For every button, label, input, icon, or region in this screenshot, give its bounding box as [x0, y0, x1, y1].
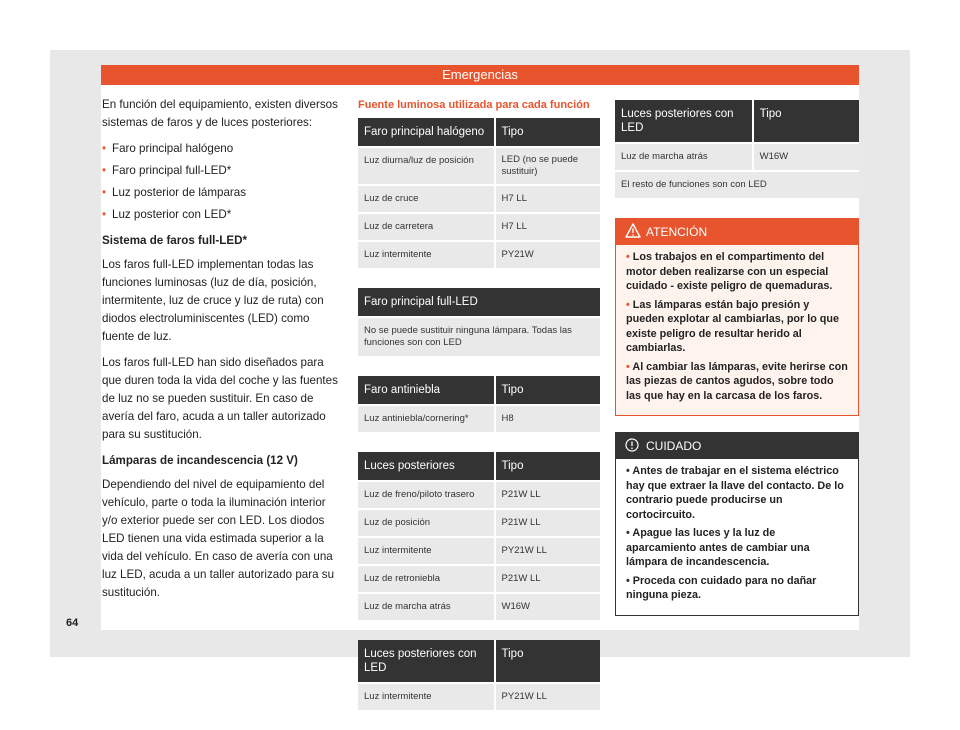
subsection-title: Lámparas de incandescencia (12 V)	[102, 454, 298, 467]
warning-box	[615, 218, 859, 416]
table-cell: Luz de marcha atrás	[615, 142, 752, 170]
warning-triangle-icon	[625, 223, 641, 238]
caution-header	[616, 433, 858, 459]
table-cell: Luz de marcha atrás	[358, 592, 494, 620]
bullet-icon: •	[626, 251, 633, 263]
table-row	[358, 508, 600, 536]
caution-body	[616, 459, 858, 615]
bullet-icon: •	[626, 574, 633, 587]
table-header: Faro principal full-LED	[358, 288, 600, 316]
table-header: Tipo	[494, 452, 600, 480]
intro-paragraph: En función del equipamiento, existen diversos sistemas de faros y de luces posteriores:	[102, 98, 338, 129]
table-header: Luces posteriores con LED	[615, 100, 752, 142]
table-cell: H8	[494, 404, 600, 432]
table-cell: W16W	[752, 142, 859, 170]
table-cell: PY21W LL	[494, 536, 600, 564]
text-column	[102, 96, 344, 610]
bullet-icon: •	[626, 298, 633, 311]
warning-item: • Los trabajos en el compartimento del motor deben realizarse con un especial cuidado - existe peligro de quemaduras.	[626, 251, 833, 292]
table-row	[358, 240, 600, 268]
table-row	[358, 146, 600, 184]
notices-column	[615, 100, 859, 616]
list-item: • Faro principal halógeno	[102, 140, 344, 158]
bullet-icon: •	[626, 527, 633, 539]
table-cell: Luz antiniebla/cornering*	[358, 404, 494, 432]
caution-item: • Proceda con cuidado para no dañar ninguna pieza.	[626, 574, 817, 601]
table-cell: LED (no se puede sustituir)	[494, 146, 600, 184]
section-header: Emergencias	[101, 65, 859, 85]
table-cell: Luz intermitente	[358, 682, 494, 710]
table-row	[358, 536, 600, 564]
page-number: 64	[66, 617, 79, 629]
table-row	[358, 404, 600, 432]
table-cell: Luz de freno/piloto trasero	[358, 480, 494, 508]
table-cell: Luz de cruce	[358, 184, 494, 212]
caution-title: CUIDADO	[646, 439, 702, 453]
full-led-table	[358, 288, 600, 356]
rear-led-table	[358, 640, 600, 710]
bullet-icon: •	[626, 465, 633, 477]
table-cell: PY21W	[494, 240, 600, 268]
table-cell: H7 LL	[494, 212, 600, 240]
table-header: Tipo	[752, 100, 859, 142]
bullet-icon: •	[102, 208, 107, 221]
table-row	[358, 480, 600, 508]
tables-column	[358, 99, 600, 730]
halogen-table	[358, 118, 600, 268]
warning-body	[616, 245, 858, 415]
rear-lights-table	[358, 452, 600, 620]
bullet-icon: •	[102, 186, 107, 199]
paragraph: Los faros full-LED implementan todas las funciones luminosas (luz de día, posición, intermitente, luz de cruce y luz de ruta) con diodos electroluminiscentes (LED) como fuente de luz.	[102, 258, 324, 343]
list-item: • Luz posterior de lámparas	[102, 184, 344, 202]
table-header: Tipo	[494, 376, 600, 404]
table-header: Luces posteriores con LED	[358, 640, 494, 682]
table-row	[358, 682, 600, 710]
warning-item: • Las lámparas están bajo presión y pueden explotar al cambiarlas, por lo que existe peligro de resultar herido al cambiarlas.	[626, 298, 839, 354]
table-cell: P21W LL	[494, 508, 600, 536]
table-cell: H7 LL	[494, 184, 600, 212]
warning-item: • Al cambiar las lámparas, evite herirse con las piezas de cantos agudos, sobre todo las que hay en la carcasa de los faros.	[626, 360, 848, 402]
fog-light-table	[358, 376, 600, 432]
table-cell: P21W LL	[494, 564, 600, 592]
bullet-icon: •	[102, 164, 107, 177]
table-header: Luces posteriores	[358, 452, 494, 480]
caution-item: • Apague las luces y la luz de aparcamiento antes de cambiar una lámpara de incandescencia.	[626, 527, 810, 568]
info-circle-icon	[625, 438, 639, 452]
table-cell: Luz de carretera	[358, 212, 494, 240]
table-cell: PY21W LL	[494, 682, 600, 710]
table-header: Tipo	[494, 640, 600, 682]
table-header: Faro antiniebla	[358, 376, 494, 404]
lighting-system-list	[102, 140, 344, 224]
table-row	[358, 212, 600, 240]
bullet-icon: •	[626, 360, 633, 373]
table-cell: Luz intermitente	[358, 240, 494, 268]
warning-header	[616, 219, 858, 245]
table-cell: No se puede sustituir ninguna lámpara. Todas las funciones son con LED	[358, 316, 600, 356]
table-cell: Luz diurna/luz de posición	[358, 146, 494, 184]
table-note: El resto de funciones son con LED	[615, 170, 859, 198]
subsection-title: Sistema de faros full-LED*	[102, 234, 247, 247]
table-cell: Luz de retroniebla	[358, 564, 494, 592]
table-cell: P21W LL	[494, 480, 600, 508]
table-row	[615, 170, 859, 198]
caution-item: • Antes de trabajar en el sistema eléctrico hay que extraer la llave del contacto. De lo contrario puede producirse un cortocircuito.	[626, 465, 844, 521]
list-item: • Faro principal full-LED*	[102, 162, 344, 180]
table-row	[615, 142, 859, 170]
list-item: • Luz posterior con LED*	[102, 206, 344, 224]
table-row	[358, 564, 600, 592]
paragraph: Dependiendo del nivel de equipamiento del vehículo, parte o toda la iluminación interior y/o exterior puede ser con LED. Los diodos LED tienen una vida estimada superior a la vida del vehículo. En caso de avería con una luz LED, acuda a un taller autorizado para su sustitución.	[102, 478, 335, 599]
table-row	[358, 184, 600, 212]
warning-title: ATENCIÓN	[646, 225, 708, 239]
rear-led-continued-table	[615, 100, 859, 198]
bullet-icon: •	[102, 142, 107, 155]
table-cell: Luz de posición	[358, 508, 494, 536]
table-header: Faro principal halógeno	[358, 118, 494, 146]
caution-box	[615, 432, 859, 616]
table-cell: W16W	[494, 592, 600, 620]
table-row	[358, 316, 600, 356]
paragraph: Los faros full-LED han sido diseñados para que duren toda la vida del coche y las fuentes de luz no se pueden sustituir. En caso de avería del faro, acuda a un taller autorizado para su sustitución.	[102, 356, 338, 441]
table-header: Tipo	[494, 118, 600, 146]
table-cell: Luz intermitente	[358, 536, 494, 564]
table-row	[358, 592, 600, 620]
table-caption: Fuente luminosa utilizada para cada función	[358, 99, 590, 111]
